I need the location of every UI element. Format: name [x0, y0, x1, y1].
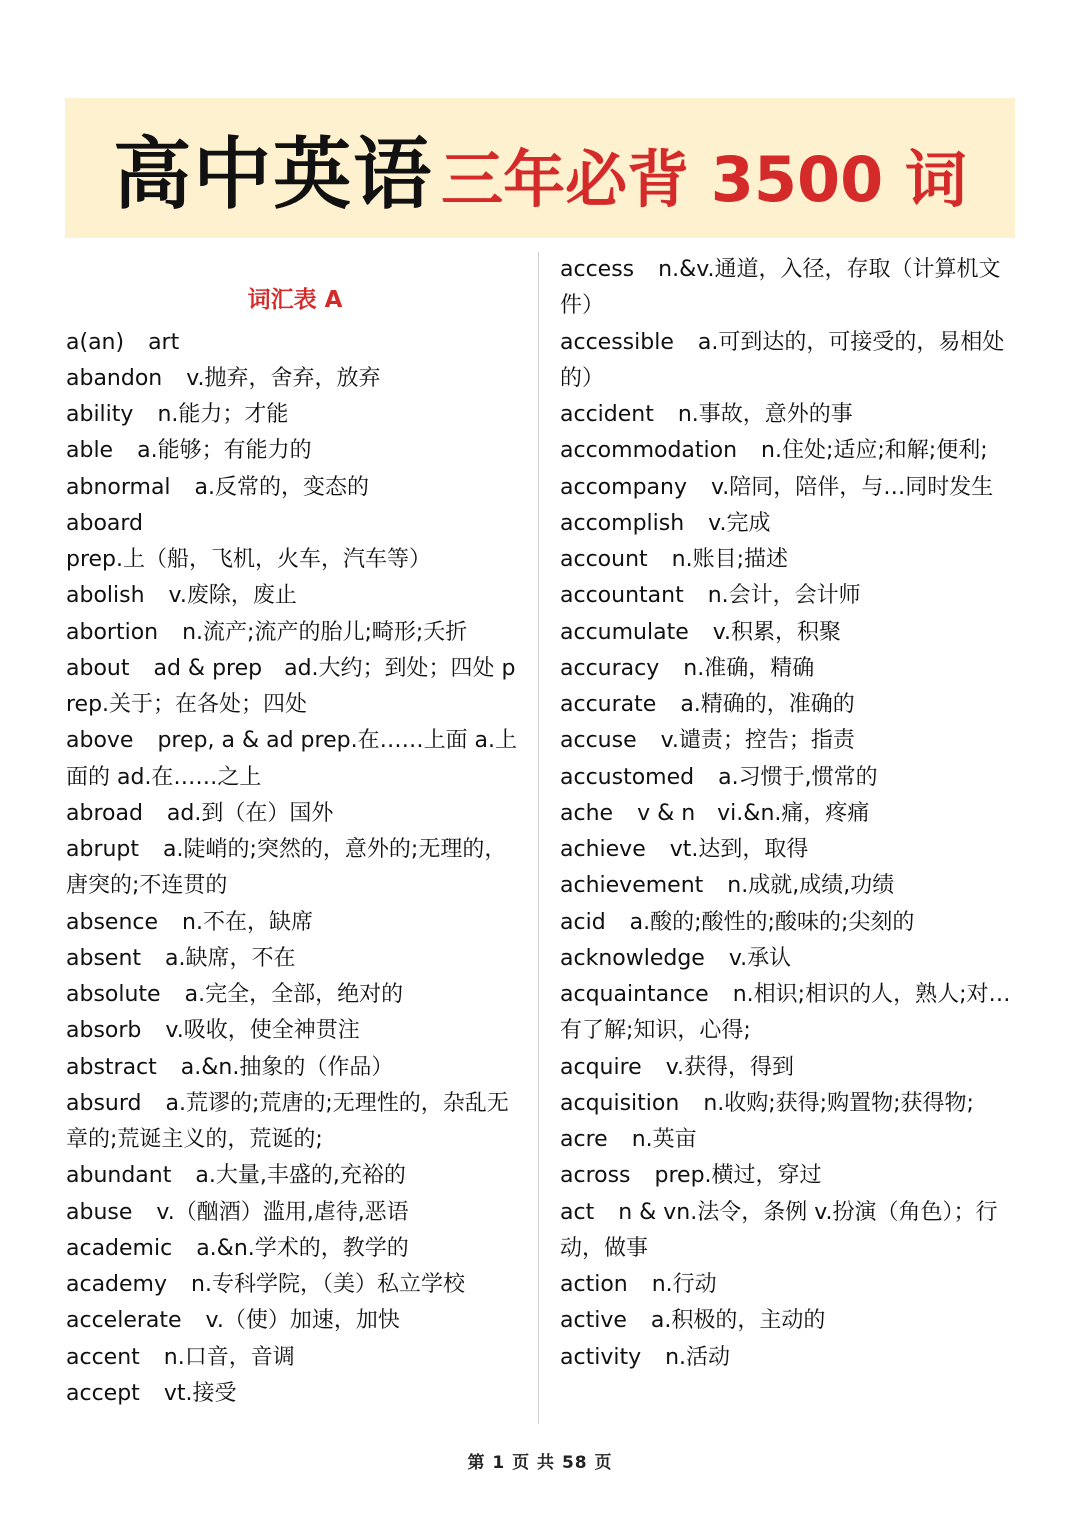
vocab-word: ache: [560, 800, 614, 826]
vocab-definition: a.可到达的，可接受的，易相处的）: [560, 329, 1005, 391]
vocab-entry: [66, 1050, 524, 1086]
vocab-word: active: [560, 1308, 627, 1334]
vocab-word: achievement: [560, 873, 704, 899]
vocab-definition: n.不在，缺席: [182, 909, 313, 935]
vocab-word: aboard: [66, 510, 144, 536]
vocab-entry: [66, 1340, 524, 1376]
vocab-entry: [560, 397, 1018, 433]
vocab-entry: [560, 1086, 1018, 1122]
vocab-word: abstract: [66, 1054, 157, 1080]
vocab-entry: [560, 651, 1018, 687]
vocab-entry: [560, 1122, 1018, 1158]
vocab-word: acquisition: [560, 1090, 680, 1116]
vocab-definition: n.英亩: [631, 1127, 697, 1152]
page-title: 高中英语: [113, 130, 434, 220]
vocab-entry: [66, 1013, 524, 1049]
vocab-word: absence: [66, 909, 159, 935]
vocab-definition: n.住处;适应;和解;便利;: [761, 438, 988, 464]
vocab-word: across: [560, 1163, 631, 1189]
vocab-entry: [66, 977, 524, 1013]
vocab-entry: [66, 397, 524, 433]
vocab-word: abortion: [66, 619, 159, 645]
vocab-definition: n & vn.法令，条例 v.扮演（角色）；行动，做事: [560, 1199, 998, 1261]
vocab-definition: a.完全，全部，绝对的: [184, 982, 404, 1007]
vocab-definition: a.&n.抽象的（作品）: [180, 1054, 394, 1080]
vocab-word: acquire: [560, 1054, 642, 1080]
vocab-definition: n.能力；才能: [157, 402, 289, 427]
section-title: 词汇表 A: [247, 287, 343, 313]
vocab-entry: [66, 433, 524, 469]
vocab-entry: [66, 615, 524, 651]
right-column: [560, 252, 1018, 1376]
vocab-word: abroad: [66, 800, 143, 826]
vocab-definition: n.会计，会计师: [707, 583, 861, 609]
vocab-definition: v.（使）加速，加快: [205, 1308, 400, 1334]
vocab-definition: n.口音，音调: [163, 1344, 295, 1370]
vocab-entry: [66, 1195, 524, 1231]
vocab-entry: [560, 470, 1018, 506]
vocab-entry: [66, 651, 524, 724]
vocab-entry: [560, 1195, 1018, 1268]
vocab-definition: v.吸收，使全神贯注: [165, 1018, 360, 1044]
vocab-entry: [66, 578, 524, 614]
vocab-word: abandon: [66, 365, 163, 391]
vocab-word: academy: [66, 1272, 168, 1297]
vocab-word: accelerate: [66, 1308, 182, 1334]
vocab-definition: v.谴责；控告；指责: [660, 728, 855, 754]
vocab-definition: prep.上（船，飞机，火车，汽车等）: [66, 547, 432, 572]
vocab-word: abuse: [66, 1199, 133, 1225]
vocab-definition: prep.横过，穿过: [654, 1163, 822, 1189]
vocab-word: academic: [66, 1235, 173, 1261]
vocab-word: acquaintance: [560, 982, 709, 1007]
vocab-entry: [66, 941, 524, 977]
vocab-word: acknowledge: [560, 945, 705, 971]
vocab-entry: [560, 723, 1018, 759]
column-divider: [538, 252, 539, 1424]
vocab-entry: [560, 433, 1018, 469]
vocab-word: accident: [560, 402, 654, 427]
vocab-word: abundant: [66, 1163, 172, 1189]
vocab-word: a(an): [66, 329, 125, 355]
vocab-entry: [66, 1376, 524, 1412]
vocab-definition: v.废除，废止: [168, 583, 297, 609]
vocab-word: accurate: [560, 692, 657, 717]
vocab-definition: a.积极的，主动的: [650, 1308, 826, 1334]
vocab-definition: n.&v.通道，入径，存取（计算机文件）: [560, 257, 1001, 319]
vocab-word: acre: [560, 1127, 608, 1152]
vocab-definition: v.承认: [728, 945, 792, 971]
vocab-word: above: [66, 728, 134, 754]
vocab-word: action: [560, 1272, 628, 1297]
vocab-word: accustomed: [560, 764, 695, 790]
vocab-definition: a.荒谬的;荒唐的;无理性的，杂乱无章的;荒诞主义的，荒诞的;: [66, 1090, 509, 1152]
vocab-definition: a.大量,丰盛的,充裕的: [195, 1163, 406, 1189]
vocab-word: accommodation: [560, 438, 738, 464]
vocab-definition: a.能够；有能力的: [137, 438, 312, 464]
vocab-entry: [66, 832, 524, 905]
vocab-definition: a.陡峭的;突然的，意外的;无理的，唐突的;不连贯的: [66, 837, 507, 899]
vocab-entry: [560, 1340, 1018, 1376]
vocab-definition: v.抛弃，舍弃，放弃: [186, 365, 381, 391]
vocab-entry: [560, 578, 1018, 614]
vocab-definition: a.习惯于,惯常的: [718, 764, 878, 790]
vocab-word: accuse: [560, 728, 637, 754]
vocab-entry: [560, 1158, 1018, 1194]
vocab-entry: [66, 1231, 524, 1267]
vocab-definition: v.陪同，陪伴，与…同时发生: [710, 474, 994, 500]
vocab-definition: ad.到（在）国外: [166, 800, 334, 826]
vocab-definition: a.反常的，变态的: [194, 474, 370, 500]
vocab-definition: a.缺席，不在: [165, 945, 296, 971]
vocab-word: account: [560, 547, 648, 572]
vocab-list-right: [560, 252, 1018, 1376]
vocab-definition: n.账目;描述: [671, 547, 789, 572]
vocab-definition: v.积累，积聚: [712, 619, 842, 645]
vocab-definition: n.专科学院，（美）私立学校: [191, 1272, 465, 1297]
vocab-list-left: [66, 325, 524, 1413]
vocab-definition: n.收购;获得;购置物;获得物;: [703, 1090, 974, 1116]
vocab-definition: a.精确的，准确的: [680, 692, 855, 717]
vocab-definition: n.事故，意外的事: [677, 402, 853, 427]
vocab-entry: [560, 941, 1018, 977]
vocab-definition: n.活动: [665, 1344, 731, 1370]
vocab-word: absurd: [66, 1090, 142, 1116]
vocab-definition: ad & prep ad.大约；到处；四处 prep.关于；在各处；四处: [66, 655, 516, 717]
vocab-word: activity: [560, 1344, 642, 1370]
vocab-entry: [560, 760, 1018, 796]
vocab-word: absorb: [66, 1018, 142, 1044]
vocab-entry: [560, 506, 1018, 542]
vocab-word: abrupt: [66, 837, 140, 862]
vocab-definition: v & n vi.&n.痛，疼痛: [637, 800, 870, 826]
vocab-word: accountant: [560, 583, 684, 609]
vocab-definition: v.（酗酒）滥用,虐待,恶语: [156, 1199, 409, 1225]
vocab-entry: [560, 977, 1018, 1050]
vocab-definition: n.成就,成绩,功绩: [727, 873, 895, 899]
vocab-entry: [66, 1086, 524, 1159]
vocab-definition: vt.接受: [163, 1380, 237, 1406]
vocab-entry: [66, 796, 524, 832]
vocab-definition: n.流产;流产的胎儿;畸形;夭折: [182, 619, 468, 645]
vocab-entry: [66, 470, 524, 506]
vocab-entry: [66, 1267, 524, 1303]
vocab-definition: v.获得，得到: [665, 1054, 795, 1080]
vocab-definition: v.完成: [708, 510, 771, 536]
vocab-word: achieve: [560, 837, 646, 862]
vocab-entry: [560, 868, 1018, 904]
vocab-word: accent: [66, 1344, 140, 1370]
vocab-entry: [560, 832, 1018, 868]
vocab-definition: n.行动: [651, 1272, 717, 1297]
vocab-entry: [66, 325, 524, 361]
page-number: 第 1 页 共 58 页: [467, 1453, 613, 1473]
vocab-definition: a.&n.学术的，教学的: [196, 1235, 409, 1261]
vocab-definition: art: [148, 329, 180, 355]
vocab-word: acid: [560, 909, 606, 935]
vocab-entry: [66, 905, 524, 941]
vocab-word: ability: [66, 402, 134, 427]
vocab-word: act: [560, 1199, 595, 1225]
title-banner: [65, 98, 1015, 238]
vocab-entry: [560, 325, 1018, 398]
vocab-entry: [560, 905, 1018, 941]
vocab-entry: [560, 796, 1018, 832]
vocab-definition: n.准确，精确: [683, 655, 815, 681]
vocab-word: able: [66, 438, 114, 464]
vocab-entry: [66, 1303, 524, 1339]
vocab-word: abnormal: [66, 474, 171, 500]
vocab-word: about: [66, 655, 130, 681]
vocab-entry: [560, 615, 1018, 651]
vocab-word: absent: [66, 945, 142, 971]
vocab-entry: [560, 1267, 1018, 1303]
vocab-entry: [66, 1158, 524, 1194]
vocab-entry: [560, 1303, 1018, 1339]
vocab-entry: [560, 1050, 1018, 1086]
page-subtitle: 三年必背 3500 词: [441, 142, 967, 216]
vocab-word: absolute: [66, 982, 161, 1007]
vocab-word: access: [560, 257, 635, 282]
vocab-word: accumulate: [560, 619, 689, 645]
vocab-entry: [560, 542, 1018, 578]
vocab-definition: n.相识;相识的人，熟人;对…有了解;知识，心得;: [560, 982, 1011, 1044]
vocab-entry: [560, 687, 1018, 723]
vocab-entry: [66, 723, 524, 796]
left-column: [66, 252, 524, 1412]
vocab-entry: [560, 252, 1018, 325]
vocab-word: accuracy: [560, 655, 660, 681]
vocab-word: accomplish: [560, 510, 685, 536]
vocab-word: accompany: [560, 474, 687, 500]
vocab-word: accept: [66, 1380, 140, 1406]
vocab-word: accessible: [560, 329, 674, 355]
vocab-word: abolish: [66, 583, 145, 609]
vocab-definition: a.酸的;酸性的;酸味的;尖刻的: [629, 909, 915, 935]
vocab-definition: vt.达到，取得: [669, 837, 809, 862]
vocab-entry: [66, 506, 524, 579]
vocab-definition: prep, a & ad prep.在……上面 a.上面的 ad.在……之上: [66, 728, 518, 790]
vocab-entry: [66, 361, 524, 397]
